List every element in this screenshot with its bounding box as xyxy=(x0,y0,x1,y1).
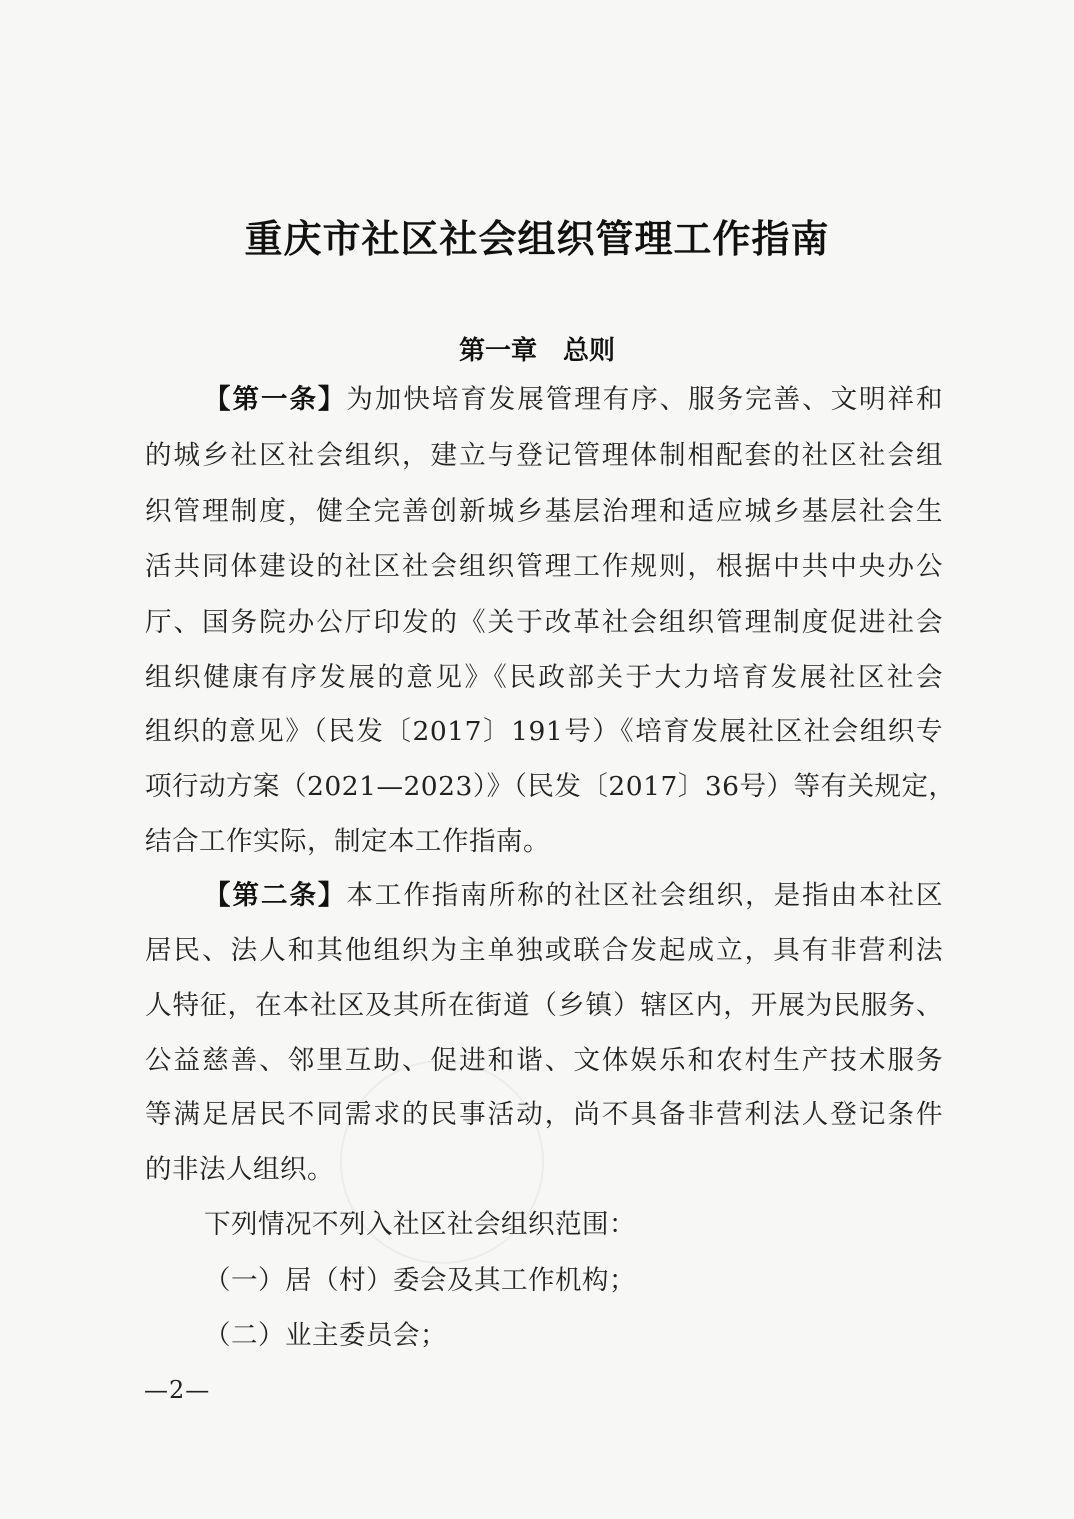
article2-line-4: 公益慈善、邻里互助、促进和谐、文体娱乐和农村生产技术服务 xyxy=(145,1045,943,1076)
chapter-heading: 第一章 总则 xyxy=(458,336,615,366)
article2-line-3: 人特征，在本社区及其所在街道（乡镇）辖区内，开展为民服务、 xyxy=(145,990,943,1021)
article2-line-1: 【第二条】本工作指南所称的社区社会组织，是指由本社区 xyxy=(204,880,944,911)
article1-line-9: 结合工作实际，制定本工作指南。 xyxy=(145,826,550,857)
document-title: 重庆市社区社会组织管理工作指南 xyxy=(244,217,830,261)
exclusion-item-2: （二）业主委员会； xyxy=(204,1320,447,1351)
article1-line-5: 厅、国务院办公厅印发的《关于改革社会组织管理制度促进社会 xyxy=(145,607,943,638)
article1-line-7: 组织的意见》（民发〔2017〕191号）《培育发展社区社会组织专 xyxy=(145,716,943,747)
article1-label: 【第一条】 xyxy=(204,384,347,415)
exclusion-item-1: （一）居（村）委会及其工作机构； xyxy=(204,1265,636,1296)
article1-line-4: 活共同体建设的社区社会组织管理工作规则，根据中共中央办公 xyxy=(145,551,943,582)
article1-line-8: 项行动方案（2021—2023）》（民发〔2017〕36号）等有关规定， xyxy=(145,771,956,802)
exclusions-intro: 下列情况不列入社区社会组织范围： xyxy=(204,1209,636,1240)
article2-line-2: 居民、法人和其他组织为主单独或联合发起成立，具有非营利法 xyxy=(145,935,943,966)
article2-label: 【第二条】 xyxy=(204,880,347,911)
article2-line-6: 的非法人组织。 xyxy=(145,1154,334,1185)
article1-line-2: 的城乡社区社会组织，建立与登记管理体制相配套的社区社会组 xyxy=(145,440,943,471)
article1-line-6: 组织健康有序发展的意见》《民政部关于大力培育发展社区社会 xyxy=(145,662,943,693)
article2-line-5: 等满足居民不同需求的民事活动，尚不具备非营利法人登记条件 xyxy=(145,1099,943,1130)
article1-line-3: 织管理制度，健全完善创新城乡基层治理和适应城乡基层社会生 xyxy=(145,496,943,527)
article1-line-1: 【第一条】为加快培育发展管理有序、服务完善、文明祥和 xyxy=(204,384,944,415)
page-number: —2— xyxy=(144,1376,211,1404)
